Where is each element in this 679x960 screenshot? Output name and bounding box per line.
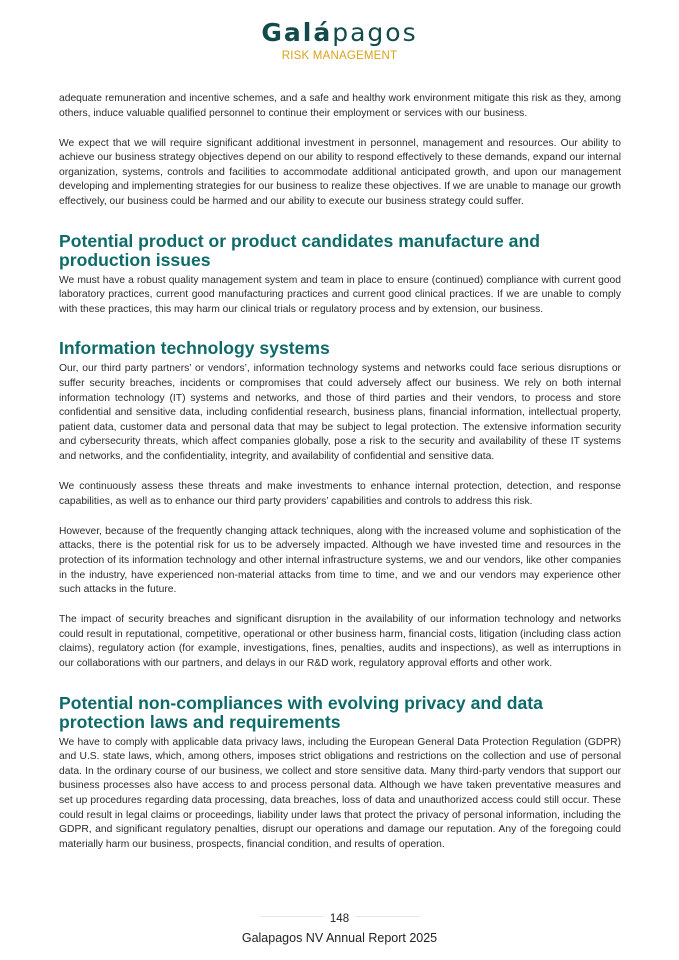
section-heading-privacy: Potential non-compliances with evolving privacy and data protection laws and requirements (59, 692, 543, 732)
paragraph: Our, our third party partners’ or vendors’, information technology systems and networks could face serious disruptions or suffer security breaches, incidents or compromises that could adversely affect our business. We rely on both internal information technology (IT) systems and networks, and those of third parties and their vendors, to process and store confidential and sensitive data, including confidential research, business plans, financial information, intellectual property, patient data, customer data and personal data that may be subject to legal protection. The extensive information security and cybersecurity threats, which affect companies globally, pose a risk to the security and availability of these IT systems and networks, and the confidentiality, integrity, and availability of confidential and sensitive data. (59, 363, 621, 462)
document-body (59, 92, 621, 868)
section-heading-manufacture: Potential product or product candidates manufacture and production issues (59, 230, 540, 270)
paragraph: adequate remuneration and incentive schemes, and a safe and healthy work environment mitigate this risk as they, among others, induce valuable qualified personnel to continue their employment or services with our business. (59, 93, 621, 119)
paragraph: However, because of the frequently changing attack techniques, along with the increased volume and sophistication of the attacks, there is the potential risk for us to be adversely impacted. Although we have invested time and resources in the protection of its information technology and other internal infrastructure systems, we and our vendors, like other companies in the industry, have experienced non-material attacks from time to time, and we and our vendors may experience other such attacks in the future. (59, 525, 621, 596)
paragraph: We have to comply with applicable data privacy laws, including the European General Data Protection Regulation (GDPR) and U.S. state laws, which, among others, imposes strict obligations and restrictions on the collection and use of personal data. In the ordinary course of our business, we collect and store sensitive data. Many third-party vendors that support our business processes also have access to and process personal data. Although we have taken preventative measures and set up procedures regarding data processing, data breaches, loss of data and unauthorized access could still occur. These could result in legal claims or proceedings, liability under laws that protect the privacy of personal information, including the GDPR, and significant regulatory penalties, disrupt our operations and damage our reputation. Any of the foregoing could materially harm our business, prospects, financial condition, and results of operation. (59, 736, 621, 850)
paragraph: We must have a robust quality management system and team in place to ensure (continued) compliance with current good laboratory practices, current good manufacturing practices and current good clinical practices. If we are unable to comply with these practices, this may harm our clinical trials or regulatory process and by extension, our business. (59, 274, 621, 315)
report-title: Galapagos NV Annual Report 2025 (241, 931, 438, 945)
paragraph: The impact of security breaches and significant disruption in the availability of our information technology and networks could result in reputational, competitive, operational or other business harm, financial costs, litigation (including class action claims), regulatory action (for example, investigations, fines, penalties, audits and inspections), as well as interruptions in our collaborations with our partners, and delays in our R&D work, regulatory approval efforts and other work. (59, 614, 621, 670)
page-footer (0, 908, 679, 945)
paragraph: We expect that we will require significant additional investment in personnel, management and resources. Our ability to achieve our business strategy objectives depend on our ability to respond effectively to these demands, expand our internal organization, systems, controls and facilities to accommodate additional anticipated growth, and upon our management developing and implementing strategies for our business to realize these objectives. If we are unable to manage our growth effectively, our business could be harmed and our ability to execute our business strategy could suffer. (59, 137, 621, 208)
logo-text-bold: Galá (261, 18, 333, 47)
section-heading-it-systems: Information technology systems (59, 338, 330, 359)
section-label: RISK MANAGEMENT (281, 50, 398, 62)
paragraph: We continuously assess these threats and make investments to enhance internal protection, detection, and response capabilities, as well as to enhance our third party providers’ capabilities and controls to address this risk. (59, 481, 621, 507)
page-header (0, 18, 679, 62)
galapagos-logo (0, 18, 679, 48)
logo-text-light: pagos (332, 18, 418, 47)
page-number: 148 (324, 913, 355, 925)
